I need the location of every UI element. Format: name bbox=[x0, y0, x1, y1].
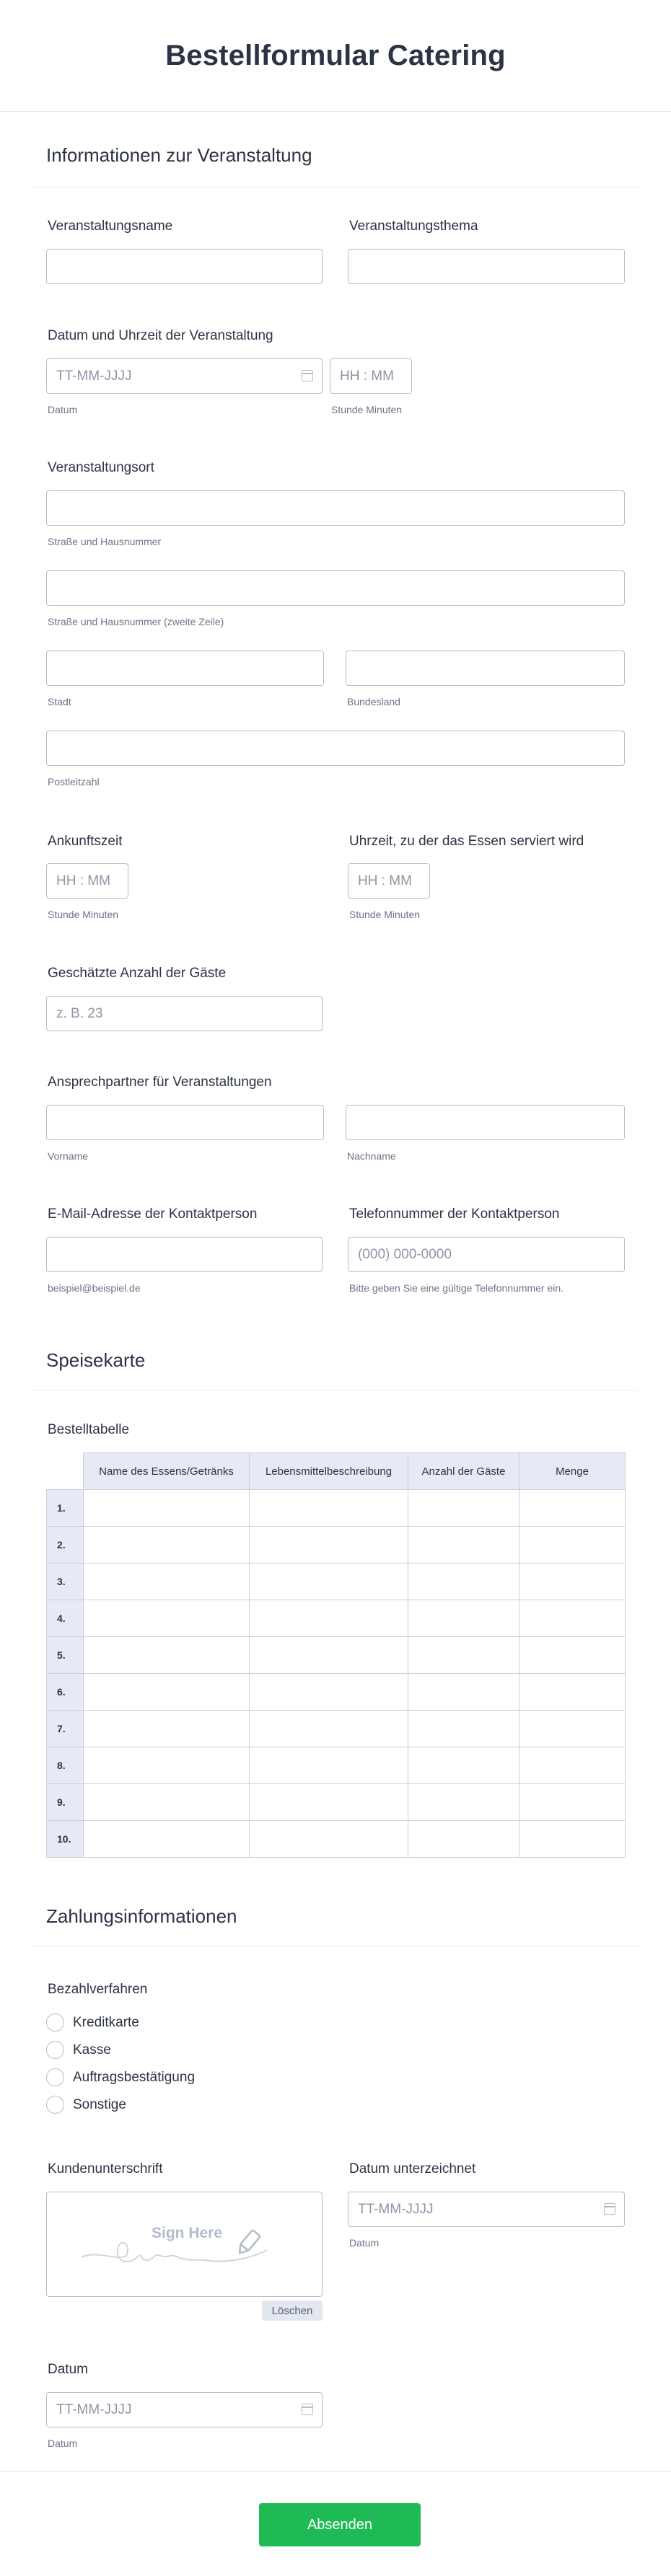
date-placeholder: TT-MM-JJJJ bbox=[358, 2201, 434, 2217]
event-theme-label: Veranstaltungsthema bbox=[349, 219, 478, 234]
date-sublabel: Datum bbox=[48, 2438, 78, 2449]
zip-sublabel: Postleitzahl bbox=[48, 776, 100, 788]
street2-input[interactable] bbox=[46, 570, 625, 606]
table-cell-input[interactable] bbox=[250, 1600, 408, 1637]
section-title: Speisekarte bbox=[46, 1349, 146, 1371]
event-name-input[interactable] bbox=[46, 249, 323, 284]
date-placeholder: TT-MM-JJJJ bbox=[56, 2401, 132, 2417]
table-row bbox=[47, 1711, 626, 1747]
section-title: Informationen zur Veranstaltung bbox=[46, 144, 312, 166]
table-cell-input[interactable] bbox=[519, 1821, 626, 1858]
event-location-label: Veranstaltungsort bbox=[48, 460, 154, 475]
table-row bbox=[47, 1563, 626, 1600]
state-sublabel: Bundesland bbox=[347, 696, 400, 707]
phone-sublabel: Bitte geben Sie eine gültige Telefonnummer ein. bbox=[349, 1282, 564, 1294]
signed-date-label: Datum unterzeichnet bbox=[349, 2161, 476, 2176]
table-cell-input[interactable] bbox=[519, 1600, 626, 1637]
table-cell-input[interactable] bbox=[519, 1527, 626, 1563]
table-cell-input[interactable] bbox=[408, 1637, 519, 1674]
table-row bbox=[47, 1527, 626, 1563]
guests-input[interactable] bbox=[46, 996, 323, 1031]
table-cell-input[interactable] bbox=[250, 1637, 408, 1674]
footer-divider bbox=[0, 2471, 671, 2472]
table-cell-input[interactable] bbox=[408, 1600, 519, 1637]
form-header bbox=[0, 0, 671, 112]
pen-icon bbox=[236, 2230, 260, 2257]
table-cell-input[interactable] bbox=[84, 1784, 250, 1821]
radio-circle[interactable] bbox=[46, 2013, 64, 2032]
section-title: Zahlungsinformationen bbox=[46, 1905, 237, 1927]
row-number: 2. bbox=[47, 1527, 84, 1563]
radio-label: Kasse bbox=[73, 2042, 111, 2057]
table-cell-input[interactable] bbox=[408, 1490, 519, 1527]
serve-time-sublabel: Stunde Minuten bbox=[349, 909, 421, 920]
section-event-header bbox=[32, 144, 639, 167]
table-cell-input[interactable] bbox=[408, 1784, 519, 1821]
time-placeholder: HH : MM bbox=[340, 368, 394, 384]
event-time-sublabel: Stunde Minuten bbox=[331, 404, 403, 415]
table-cell-input[interactable] bbox=[84, 1711, 250, 1747]
email-label: E-Mail-Adresse der Kontaktperson bbox=[48, 1207, 258, 1222]
radio-label: Sonstige bbox=[73, 2096, 126, 2112]
radio-label: Auftragsbestätigung bbox=[73, 2069, 196, 2085]
email-input[interactable] bbox=[46, 1237, 323, 1272]
submit-button[interactable]: Absenden bbox=[259, 2503, 421, 2546]
order-table bbox=[46, 1452, 626, 1858]
event-date-input[interactable] bbox=[46, 358, 323, 394]
street2-sublabel: Straße und Hausnummer (zweite Zeile) bbox=[48, 616, 224, 627]
row-number: 9. bbox=[47, 1784, 84, 1821]
event-theme-input[interactable] bbox=[348, 249, 625, 284]
event-time-input[interactable] bbox=[330, 358, 412, 394]
row-number: 10. bbox=[47, 1821, 84, 1858]
table-cell-input[interactable] bbox=[84, 1674, 250, 1711]
email-sublabel: beispiel@beispiel.de bbox=[48, 1282, 141, 1294]
table-row bbox=[47, 1784, 626, 1821]
firstname-input[interactable] bbox=[46, 1105, 324, 1140]
lastname-input[interactable] bbox=[346, 1105, 625, 1140]
lastname-sublabel: Nachname bbox=[347, 1150, 396, 1162]
row-number: 6. bbox=[47, 1674, 84, 1711]
street-input[interactable] bbox=[46, 490, 625, 526]
event-datetime-label: Datum und Uhrzeit der Veranstaltung bbox=[48, 328, 273, 343]
phone-label: Telefonnummer der Kontaktperson bbox=[349, 1207, 560, 1222]
time-placeholder: HH : MM bbox=[358, 873, 412, 888]
signature-pad[interactable] bbox=[46, 2192, 323, 2297]
city-sublabel: Stadt bbox=[48, 696, 71, 707]
date-input[interactable] bbox=[46, 2392, 323, 2427]
state-input[interactable] bbox=[346, 650, 625, 686]
row-number: 5. bbox=[47, 1637, 84, 1674]
table-cell-input[interactable] bbox=[519, 1784, 626, 1821]
signed-date-sublabel: Datum bbox=[349, 2237, 380, 2249]
serve-time-input[interactable] bbox=[348, 863, 430, 899]
signature-label: Kundenunterschrift bbox=[48, 2161, 163, 2176]
table-cell-input[interactable] bbox=[408, 1747, 519, 1784]
row-number: 1. bbox=[47, 1490, 84, 1527]
arrival-time-label: Ankunftszeit bbox=[48, 834, 123, 849]
phone-input[interactable] bbox=[348, 1237, 625, 1272]
table-cell-input[interactable] bbox=[250, 1711, 408, 1747]
radio-label: Kreditkarte bbox=[73, 2014, 139, 2030]
table-cell-input[interactable] bbox=[250, 1821, 408, 1858]
table-cell-input[interactable] bbox=[408, 1563, 519, 1600]
table-cell-input[interactable] bbox=[250, 1563, 408, 1600]
table-cell-input[interactable] bbox=[519, 1747, 626, 1784]
signed-date-input[interactable] bbox=[348, 2192, 625, 2227]
time-placeholder: HH : MM bbox=[56, 873, 110, 888]
radio-cash[interactable] bbox=[46, 2041, 111, 2059]
zip-input[interactable] bbox=[46, 731, 625, 766]
serve-time-label: Uhrzeit, zu der das Essen serviert wird bbox=[349, 834, 584, 849]
date-label: Datum bbox=[48, 2362, 88, 2377]
table-header-row bbox=[47, 1453, 626, 1490]
table-cell-input[interactable] bbox=[408, 1527, 519, 1563]
table-cell-input[interactable] bbox=[84, 1637, 250, 1674]
arrival-time-sublabel: Stunde Minuten bbox=[48, 909, 119, 920]
table-cell-input[interactable] bbox=[84, 1821, 250, 1858]
table-cell-input[interactable] bbox=[250, 1674, 408, 1711]
table-cell-input[interactable] bbox=[84, 1600, 250, 1637]
date-placeholder: TT-MM-JJJJ bbox=[56, 368, 132, 384]
calendar-icon[interactable] bbox=[302, 370, 313, 381]
table-cell-input[interactable] bbox=[519, 1674, 626, 1711]
radio-circle[interactable] bbox=[46, 2068, 64, 2086]
column-header: Name des Essens/Getränks bbox=[84, 1453, 250, 1490]
order-table-label: Bestelltabelle bbox=[48, 1422, 130, 1437]
section-payment-header bbox=[32, 1905, 639, 1928]
table-cell-input[interactable] bbox=[408, 1711, 519, 1747]
firstname-sublabel: Vorname bbox=[48, 1150, 89, 1162]
table-cell-input[interactable] bbox=[250, 1784, 408, 1821]
table-cell-input[interactable] bbox=[408, 1821, 519, 1858]
signature-squiggle-icon bbox=[47, 2192, 323, 2298]
table-cell-input[interactable] bbox=[408, 1674, 519, 1711]
radio-other[interactable] bbox=[46, 2096, 126, 2114]
guests-placeholder: z. B. 23 bbox=[56, 1005, 103, 1021]
table-cell-input[interactable] bbox=[84, 1490, 250, 1527]
table-cell-input[interactable] bbox=[84, 1563, 250, 1600]
arrival-time-input[interactable] bbox=[46, 863, 128, 899]
column-header: Menge bbox=[519, 1453, 626, 1490]
column-header: Lebensmittelbeschreibung bbox=[250, 1453, 408, 1490]
table-cell-input[interactable] bbox=[250, 1490, 408, 1527]
row-number: 4. bbox=[47, 1600, 84, 1637]
table-cell-input[interactable] bbox=[84, 1527, 250, 1563]
radio-credit-card[interactable] bbox=[46, 2013, 139, 2032]
calendar-icon[interactable] bbox=[302, 2404, 313, 2415]
city-input[interactable] bbox=[46, 650, 324, 686]
row-number: 3. bbox=[47, 1563, 84, 1600]
row-number: 7. bbox=[47, 1711, 84, 1747]
clear-signature-button[interactable]: Löschen bbox=[262, 2301, 323, 2321]
phone-placeholder: (000) 000-0000 bbox=[358, 1246, 452, 1262]
table-row bbox=[47, 1674, 626, 1711]
section-menu-header bbox=[32, 1349, 639, 1372]
radio-circle[interactable] bbox=[46, 2041, 64, 2059]
table-row bbox=[47, 1490, 626, 1527]
table-cell-input[interactable] bbox=[250, 1527, 408, 1563]
radio-circle[interactable] bbox=[46, 2096, 64, 2114]
event-name-label: Veranstaltungsname bbox=[48, 219, 173, 234]
table-row bbox=[47, 1637, 626, 1674]
table-cell-input[interactable] bbox=[519, 1490, 626, 1527]
guests-label: Geschätzte Anzahl der Gäste bbox=[48, 966, 227, 981]
table-cell-input[interactable] bbox=[519, 1637, 626, 1674]
row-number: 8. bbox=[47, 1747, 84, 1784]
table-cell-input[interactable] bbox=[84, 1747, 250, 1784]
payment-method-label: Bezahlverfahren bbox=[48, 1982, 148, 1997]
radio-purchase-order[interactable] bbox=[46, 2068, 195, 2086]
signature-hint: Sign Here bbox=[152, 2225, 223, 2241]
event-date-sublabel: Datum bbox=[48, 404, 78, 415]
calendar-icon[interactable] bbox=[604, 2203, 615, 2215]
table-corner bbox=[47, 1453, 84, 1490]
contact-label: Ansprechpartner für Veranstaltungen bbox=[48, 1075, 272, 1090]
table-cell-input[interactable] bbox=[519, 1563, 626, 1600]
table-row bbox=[47, 1747, 626, 1784]
street-sublabel: Straße und Hausnummer bbox=[48, 536, 162, 547]
form-title: Bestellformular Catering bbox=[165, 39, 506, 71]
table-row bbox=[47, 1600, 626, 1637]
table-cell-input[interactable] bbox=[519, 1711, 626, 1747]
column-header: Anzahl der Gäste bbox=[408, 1453, 519, 1490]
table-row bbox=[47, 1821, 626, 1858]
section-divider bbox=[32, 187, 639, 188]
table-cell-input[interactable] bbox=[250, 1747, 408, 1784]
